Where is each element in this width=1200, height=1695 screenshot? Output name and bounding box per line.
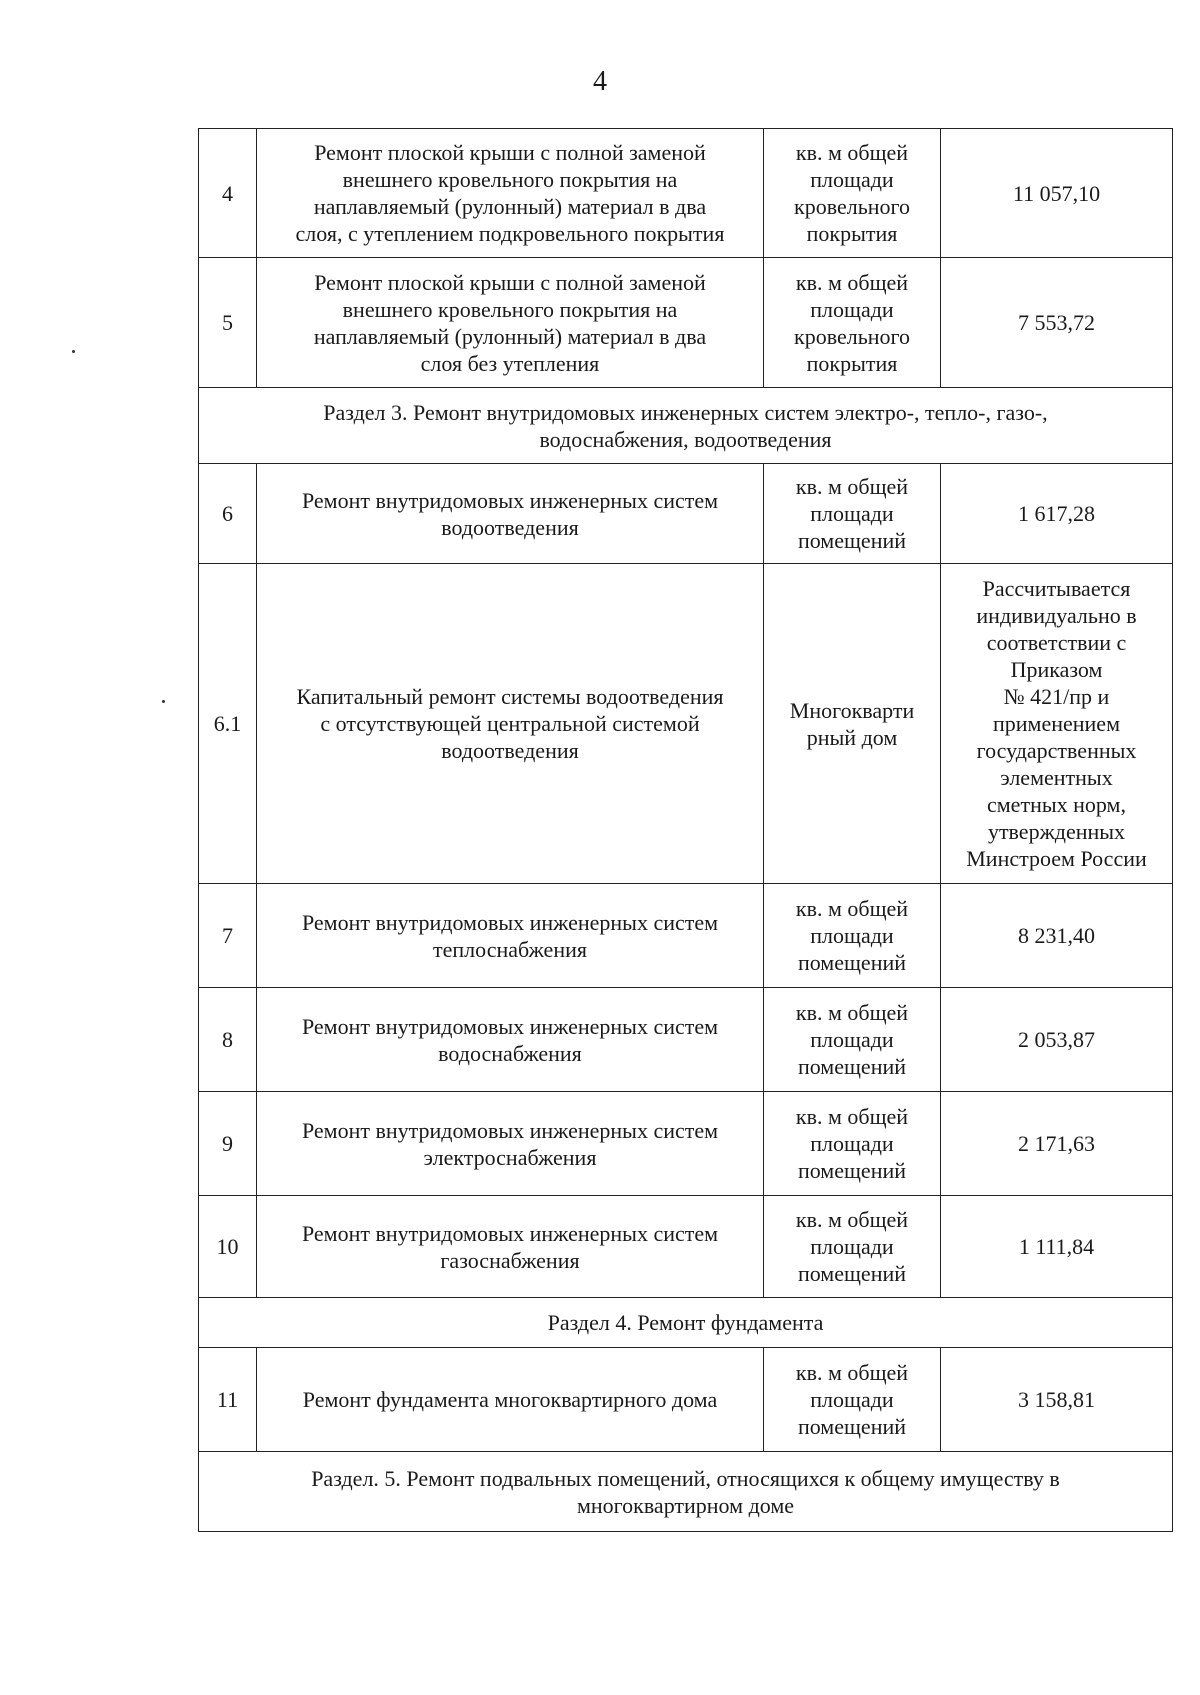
- row-number: 9: [199, 1092, 257, 1196]
- row-number: 7: [199, 884, 257, 988]
- work-name: Ремонт внутридомовых инженерных систем электроснабжения: [257, 1092, 764, 1196]
- scan-speck: [72, 350, 75, 353]
- table-row: [199, 1196, 1173, 1298]
- cost-value: 1 111,84: [941, 1196, 1173, 1298]
- table-row: [199, 884, 1173, 988]
- unit-cell: Многокварти рный дом: [764, 564, 941, 884]
- cost-value: 3 158,81: [941, 1348, 1173, 1452]
- cost-value: Рассчитывается индивидуально в соответствии с Приказом № 421/пр и применением государственных элементных сметных норм, утвержденных Минстроем России: [941, 564, 1173, 884]
- unit-cell: кв. м общей площади помещений: [764, 1196, 941, 1298]
- page-number: 4: [593, 66, 607, 97]
- row-number: 5: [199, 258, 257, 388]
- section-row: [199, 388, 1173, 464]
- work-name: Ремонт внутридомовых инженерных систем водоотведения: [257, 464, 764, 564]
- table-row: [199, 464, 1173, 564]
- table-row: [199, 564, 1173, 884]
- row-number: 6.1: [199, 564, 257, 884]
- row-number: 8: [199, 988, 257, 1092]
- cost-value: 11 057,10: [941, 129, 1173, 258]
- unit-cell: кв. м общей площади помещений: [764, 464, 941, 564]
- work-name: Ремонт плоской крыши с полной заменой внешнего кровельного покрытия на наплавляемый (рулонный) материал в два слоя, с утеплением подкровельного покрытия: [257, 129, 764, 258]
- unit-cell: кв. м общей площади помещений: [764, 884, 941, 988]
- cost-value: 2 171,63: [941, 1092, 1173, 1196]
- scan-speck: [162, 700, 165, 703]
- table-row: [199, 1348, 1173, 1452]
- row-number: 4: [199, 129, 257, 258]
- section-row: [199, 1452, 1173, 1532]
- work-name: Ремонт внутридомовых инженерных систем газоснабжения: [257, 1196, 764, 1298]
- section-row: [199, 1298, 1173, 1348]
- work-name: Ремонт внутридомовых инженерных систем водоснабжения: [257, 988, 764, 1092]
- row-number: 10: [199, 1196, 257, 1298]
- unit-cell: кв. м общей площади кровельного покрытия: [764, 129, 941, 258]
- row-number: 6: [199, 464, 257, 564]
- unit-cell: кв. м общей площади кровельного покрытия: [764, 258, 941, 388]
- work-name: Ремонт плоской крыши с полной заменой внешнего кровельного покрытия на наплавляемый (рулонный) материал в два слоя без утепления: [257, 258, 764, 388]
- section-heading: Раздел 3. Ремонт внутридомовых инженерных систем электро-, тепло-, газо-, водоснабжения, водоотведения: [199, 388, 1173, 464]
- work-name: Ремонт фундамента многоквартирного дома: [257, 1348, 764, 1452]
- work-name: Капитальный ремонт системы водоотведения с отсутствующей центральной системой водоотведения: [257, 564, 764, 884]
- cost-value: 1 617,28: [941, 464, 1173, 564]
- cost-value: 8 231,40: [941, 884, 1173, 988]
- section-heading: Раздел. 5. Ремонт подвальных помещений, относящихся к общему имуществу в многоквартирном доме: [199, 1452, 1173, 1532]
- works-table: [198, 128, 1173, 1532]
- table-row: [199, 258, 1173, 388]
- unit-cell: кв. м общей площади помещений: [764, 1092, 941, 1196]
- table-row: [199, 129, 1173, 258]
- unit-cell: кв. м общей площади помещений: [764, 988, 941, 1092]
- unit-cell: кв. м общей площади помещений: [764, 1348, 941, 1452]
- section-heading: Раздел 4. Ремонт фундамента: [199, 1298, 1173, 1348]
- cost-value: 2 053,87: [941, 988, 1173, 1092]
- row-number: 11: [199, 1348, 257, 1452]
- table-row: [199, 988, 1173, 1092]
- work-name: Ремонт внутридомовых инженерных систем теплоснабжения: [257, 884, 764, 988]
- cost-value: 7 553,72: [941, 258, 1173, 388]
- table-row: [199, 1092, 1173, 1196]
